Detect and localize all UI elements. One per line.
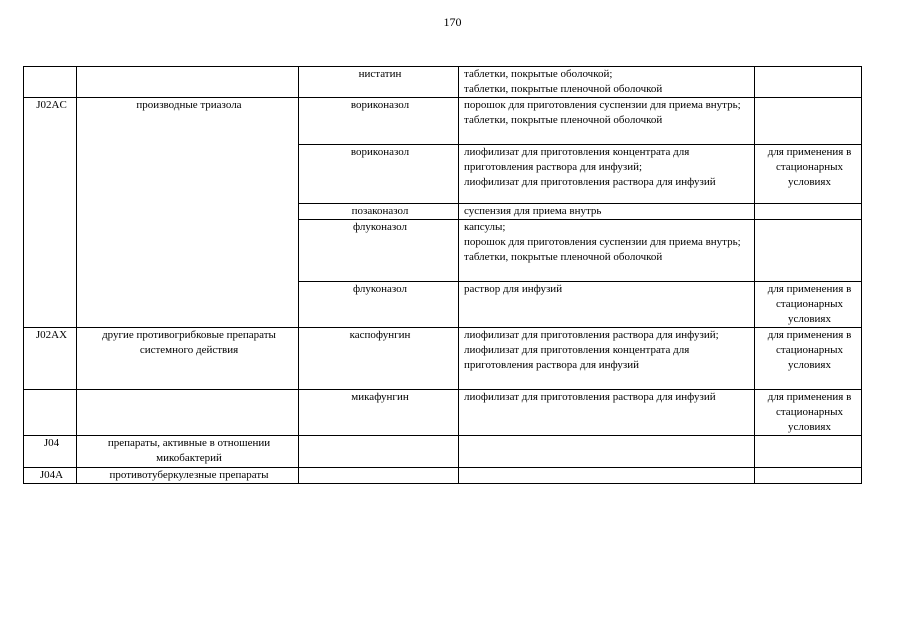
table-row [24, 468, 862, 484]
drug-name-cell: позаконазол [299, 204, 459, 220]
drug-name-cell: вориконазол [299, 98, 459, 145]
drug-name-cell [299, 468, 459, 484]
dosage-form-cell [459, 204, 755, 220]
group-cell [77, 390, 299, 436]
dosage-form-cell [459, 145, 755, 204]
note-cell: для применения в стационарных условиях [755, 390, 862, 436]
note-cell [755, 98, 862, 145]
table-row [24, 98, 862, 145]
dosage-form-line: суспензия для приема внутрь [464, 205, 602, 217]
dosage-form-cell [459, 468, 755, 484]
note-cell [755, 204, 862, 220]
dosage-form-line: таблетки, покрытые пленочной оболочкой [464, 251, 663, 263]
dosage-form-cell [459, 282, 755, 328]
table-row [24, 328, 862, 390]
table-row [24, 436, 862, 468]
note-cell [755, 436, 862, 468]
dosage-form-line: лиофилизат для приготовления концентрата для приготовления раствора для инфузий [464, 344, 690, 371]
drug-name-cell: флуконазол [299, 282, 459, 328]
dosage-form-line: таблетки, покрытые оболочкой; [464, 68, 613, 80]
dosage-form-cell [459, 220, 755, 282]
atc-code-cell: J04 [24, 436, 77, 468]
dosage-form-line: раствор для инфузий [464, 283, 563, 295]
group-cell: противотуберкулезные препараты [77, 468, 299, 484]
drug-name-cell [299, 436, 459, 468]
dosage-form-cell [459, 328, 755, 390]
table-row [24, 390, 862, 436]
atc-code-cell: J02AC [24, 98, 77, 328]
group-cell: производные триазола [77, 98, 299, 328]
dosage-form-line: таблетки, покрытые пленочной оболочкой [464, 114, 663, 126]
dosage-form-cell [459, 98, 755, 145]
drug-name-cell: микафунгин [299, 390, 459, 436]
drug-name-cell: нистатин [299, 67, 459, 98]
group-cell: другие противогрибковые препараты системного действия [77, 328, 299, 390]
dosage-form-line: лиофилизат для приготовления раствора для инфузий [464, 391, 716, 403]
atc-code-cell: J04A [24, 468, 77, 484]
dosage-form-line: капсулы; [464, 221, 506, 233]
dosage-form-line: таблетки, покрытые пленочной оболочкой [464, 83, 663, 95]
note-cell: для применения в стационарных условиях [755, 282, 862, 328]
drug-name-cell: каспофунгин [299, 328, 459, 390]
group-cell [77, 67, 299, 98]
dosage-form-cell [459, 436, 755, 468]
note-cell: для применения в стационарных условиях [755, 328, 862, 390]
note-cell [755, 220, 862, 282]
note-cell [755, 67, 862, 98]
group-cell: препараты, активные в отношении микобактерий [77, 436, 299, 468]
dosage-form-cell [459, 390, 755, 436]
dosage-form-line: лиофилизат для приготовления раствора для инфузий; [464, 329, 719, 341]
page-number: 170 [443, 15, 462, 29]
dosage-form-line: лиофилизат для приготовления концентрата для приготовления раствора для инфузий; [464, 146, 690, 173]
atc-code-cell [24, 390, 77, 436]
dosage-form-line: порошок для приготовления суспензии для приема внутрь; [464, 236, 741, 248]
drug-name-cell: флуконазол [299, 220, 459, 282]
atc-code-cell [24, 67, 77, 98]
drug-table [23, 66, 862, 484]
atc-code-cell: J02AX [24, 328, 77, 390]
note-cell: для применения в стационарных условиях [755, 145, 862, 204]
dosage-form-line: порошок для приготовления суспензии для приема внутрь; [464, 99, 741, 111]
drug-name-cell: вориконазол [299, 145, 459, 204]
table-row [24, 67, 862, 98]
dosage-form-line: лиофилизат для приготовления раствора для инфузий [464, 176, 716, 188]
dosage-form-cell [459, 67, 755, 98]
note-cell [755, 468, 862, 484]
